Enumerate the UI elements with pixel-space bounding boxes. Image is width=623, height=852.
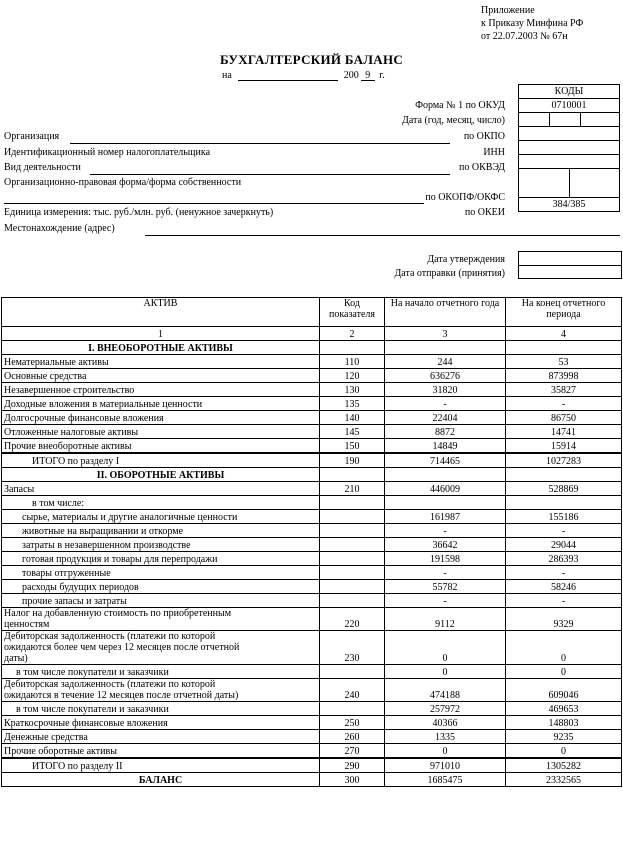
date-label: Дата (год, месяц, число) — [402, 115, 505, 126]
column-number-row — [2, 327, 622, 341]
section-title: I. ВНЕОБОРОТНЫЕ АКТИВЫ — [2, 341, 320, 355]
col-num-2: 2 — [320, 327, 385, 341]
address-field[interactable] — [145, 235, 620, 236]
organization-label: Организация — [4, 131, 60, 142]
table-row: Доходные вложения в материальные ценности 135 - - — [2, 397, 622, 411]
table-row: Отложенные налоговые активы 145 8872 14741 — [2, 425, 622, 439]
okopf-label: по ОКОПФ/ОКФС — [425, 192, 505, 203]
year-suffix: г. — [379, 70, 385, 81]
table-row: Денежные средства 260 1335 9235 — [2, 730, 622, 744]
table-row: Нематериальные активы 110 244 53 — [2, 355, 622, 369]
okei-label: по ОКЕИ — [464, 207, 505, 218]
appendix-line-3: от 22.07.2003 № 67н — [481, 31, 568, 42]
table-row: Налог на добавленную стоимость по приобретенным ценностям 220 9112 9329 — [2, 608, 622, 631]
table-row: затраты в незавершенном производстве 36642 29044 — [2, 538, 622, 552]
appendix-note — [481, 4, 583, 43]
legal-form-field[interactable] — [4, 203, 424, 204]
inn-short-label: ИНН — [483, 147, 505, 158]
table-row: Дебиторская задолженность (платежи по которой ожидаются более чем через 12 месяцев после отчетной даты) 230 0 0 — [2, 631, 622, 665]
table-row: Незавершенное строительство 130 31820 35827 — [2, 383, 622, 397]
table-row: сырье, материалы и другие аналогичные ценности 161987 155186 — [2, 510, 622, 524]
okud-code: 0710001 — [519, 99, 620, 113]
okei-code: 384/385 — [519, 198, 620, 212]
inn-cell[interactable] — [519, 141, 620, 155]
table-row: животные на выращивании и откорме - - — [2, 524, 622, 538]
activity-field[interactable] — [90, 174, 450, 175]
table-row: готовая продукция и товары для перепродажи 191598 286393 — [2, 552, 622, 566]
total-row: ИТОГО по разделу II 290 971010 1305282 — [2, 758, 622, 773]
date-year-cell[interactable] — [519, 113, 550, 127]
page-title: БУХГАЛТЕРСКИЙ БАЛАНС — [219, 52, 404, 67]
codes-header: КОДЫ — [519, 85, 620, 99]
table-row: расходы будущих периодов 55782 58246 — [2, 580, 622, 594]
table-row: Дебиторская задолженность (платежи по которой ожидаются в течение 12 месяцев после отчетной даты) 240 474188 609046 — [2, 679, 622, 702]
table-header-row — [2, 298, 622, 327]
unit-label: Единица измерения: тыс. руб./млн. руб. (ненужное зачеркнуть) — [4, 207, 274, 218]
table-row: в том числе покупатели и заказчики 257972 469653 — [2, 702, 622, 716]
date-prefix: на — [222, 70, 232, 81]
header-start: На начало отчетного года — [385, 298, 506, 327]
table-row: Основные средства 120 636276 873998 — [2, 369, 622, 383]
send-date-cell[interactable] — [518, 265, 622, 279]
header-code: Код показателя — [320, 298, 385, 327]
col-num-1: 1 — [2, 327, 320, 341]
table-row: прочие запасы и затраты - - — [2, 594, 622, 608]
col-num-4: 4 — [506, 327, 622, 341]
table-row: Прочие оборотные активы 270 0 0 — [2, 744, 622, 759]
table-row: Запасы 210 446009 528869 — [2, 482, 622, 496]
form-label: Форма № 1 по ОКУД — [415, 100, 505, 111]
send-date-label: Дата отправки (принятия) — [394, 268, 505, 279]
balance-table — [1, 297, 622, 787]
codes-table — [518, 84, 620, 212]
table-row: Долгосрочные финансовые вложения 140 22404 86750 — [2, 411, 622, 425]
balance-row: БАЛАНС 300 1685475 2332565 — [2, 773, 622, 787]
section-title: II. ОБОРОТНЫЕ АКТИВЫ — [2, 468, 320, 482]
total-row: ИТОГО по разделу I 190 714465 1027283 — [2, 453, 622, 468]
table-row: Прочие внеоборотные активы 150 14849 15914 — [2, 439, 622, 454]
appendix-line-1: Приложение — [481, 5, 535, 16]
table-row: Краткосрочные финансовые вложения 250 40366 148803 — [2, 716, 622, 730]
address-label: Местонахождение (адрес) — [4, 223, 115, 234]
legal-form-label: Организационно-правовая форма/форма собственности — [4, 177, 242, 188]
okopf-cell[interactable] — [519, 169, 620, 198]
date-month-cell[interactable] — [550, 113, 581, 127]
date-day-cell[interactable] — [581, 113, 620, 127]
approval-date-label: Дата утверждения — [427, 254, 505, 265]
okpo-label: по ОКПО — [463, 131, 505, 142]
header-end: На конец отчетного периода — [506, 298, 622, 327]
section-row — [2, 341, 622, 355]
report-date-line — [222, 70, 385, 81]
header-assets: АКТИВ — [2, 298, 320, 327]
activity-label: Вид деятельности — [4, 162, 81, 173]
okved-label: по ОКВЭД — [459, 162, 505, 173]
approval-date-cell[interactable] — [518, 251, 622, 266]
table-row: товары отгруженные - - — [2, 566, 622, 580]
year-prefix: 200 — [343, 70, 359, 81]
date-blank[interactable] — [238, 70, 338, 81]
organization-field[interactable] — [70, 143, 450, 144]
table-row: в том числе: — [2, 496, 622, 510]
okved-cell[interactable] — [519, 155, 620, 169]
appendix-line-2: к Приказу Минфина РФ — [481, 18, 584, 29]
table-row: в том числе покупатели и заказчики 0 0 — [2, 665, 622, 679]
okpo-cell[interactable] — [519, 127, 620, 141]
section-row — [2, 468, 622, 482]
year-digit[interactable]: 9 — [361, 70, 375, 81]
col-num-3: 3 — [385, 327, 506, 341]
inn-label: Идентификационный номер налогоплательщика — [4, 147, 211, 158]
